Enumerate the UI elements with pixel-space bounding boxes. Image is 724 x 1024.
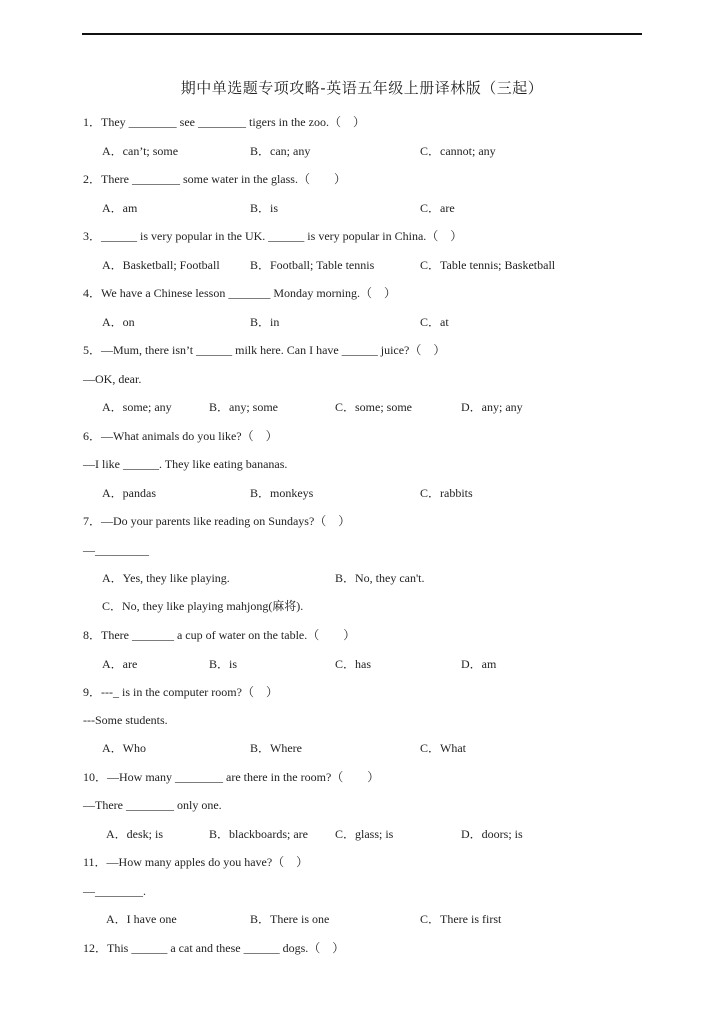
question-3-stem: 3．______ is very popular in the UK. ______ is very popular in China.（ ）: [83, 229, 463, 243]
question-5-option-b[interactable]: B．any; some: [209, 400, 278, 414]
question-5-option-a[interactable]: A．some; any: [102, 400, 172, 414]
question-4-option-a[interactable]: A．on: [102, 315, 135, 329]
question-9-option-b[interactable]: B．Where: [250, 741, 302, 755]
question-10-option-c[interactable]: C．glass; is: [335, 827, 394, 841]
question-5-stem: 5．—Mum, there isn’t ______ milk here. Can I have ______ juice?（ ）: [83, 343, 446, 357]
question-10-stem: 10．—How many ________ are there in the room?（ ）: [83, 770, 380, 784]
question-1-option-c[interactable]: C．cannot; any: [420, 144, 496, 158]
question-5-option-d[interactable]: D．any; any: [461, 400, 523, 414]
question-7-stem: 7．—Do your parents like reading on Sundays?（ ）: [83, 514, 351, 528]
question-7-option-a[interactable]: A．Yes, they like playing.: [102, 571, 230, 585]
question-3-option-b[interactable]: B．Football; Table tennis: [250, 258, 375, 272]
question-2-option-b[interactable]: B．is: [250, 201, 279, 215]
question-2-option-a[interactable]: A．am: [102, 201, 138, 215]
question-11-stem: 11．—How many apples do you have?（ ）: [83, 855, 309, 869]
question-2-stem: 2．There ________ some water in the glass.（ ）: [83, 172, 346, 186]
question-5-option-c[interactable]: C．some; some: [335, 400, 412, 414]
question-8-option-b[interactable]: B．is: [209, 657, 238, 671]
question-11-option-a[interactable]: A．I have one: [106, 912, 177, 926]
question-3-option-c[interactable]: C．Table tennis; Basketball: [420, 258, 556, 272]
question-9-reply: ---Some students.: [83, 713, 168, 727]
question-10-option-a[interactable]: A．desk; is: [106, 827, 164, 841]
question-9-stem: 9．---_ is in the computer room?（ ）: [83, 685, 278, 699]
question-3-option-a[interactable]: A．Basketball; Football: [102, 258, 220, 272]
question-4-option-c[interactable]: C．at: [420, 315, 449, 329]
question-1-option-a[interactable]: A．can’t; some: [102, 144, 179, 158]
question-6-option-c[interactable]: C．rabbits: [420, 486, 473, 500]
question-7-option-b[interactable]: B．No, they can't.: [335, 571, 425, 585]
question-1-option-b[interactable]: B．can; any: [250, 144, 311, 158]
question-6-reply: —I like ______. They like eating bananas.: [83, 457, 288, 471]
question-10-reply: —There ________ only one.: [83, 798, 222, 812]
question-11-reply: —________.: [83, 884, 146, 898]
question-8-option-a[interactable]: A．are: [102, 657, 138, 671]
question-6-option-a[interactable]: A．pandas: [102, 486, 156, 500]
question-8-stem: 8．There _______ a cup of water on the table.（ ）: [83, 628, 356, 642]
question-7-option-c[interactable]: C．No, they like playing mahjong(麻将).: [102, 599, 304, 613]
question-12-stem: 12．This ______ a cat and these ______ dogs.（ ）: [83, 941, 345, 955]
question-2-option-c[interactable]: C．are: [420, 201, 455, 215]
question-10-option-d[interactable]: D．doors; is: [461, 827, 523, 841]
header-rule: [82, 33, 642, 35]
question-4-option-b[interactable]: B．in: [250, 315, 280, 329]
question-10-option-b[interactable]: B．blackboards; are: [209, 827, 308, 841]
question-6-option-b[interactable]: B．monkeys: [250, 486, 314, 500]
question-4-stem: 4．We have a Chinese lesson _______ Monday morning.（ ）: [83, 286, 396, 300]
question-11-option-b[interactable]: B．There is one: [250, 912, 330, 926]
question-8-option-c[interactable]: C．has: [335, 657, 372, 671]
question-9-option-c[interactable]: C．What: [420, 741, 466, 755]
question-8-option-d[interactable]: D．am: [461, 657, 497, 671]
question-9-option-a[interactable]: A．Who: [102, 741, 146, 755]
question-6-stem: 6．—What animals do you like?（ ）: [83, 429, 278, 443]
question-1-stem: 1．They ________ see ________ tigers in the zoo.（ ）: [83, 115, 365, 129]
page-title: 期中单选题专项攻略-英语五年级上册译林版（三起）: [180, 79, 544, 97]
question-11-option-c[interactable]: C．There is first: [420, 912, 502, 926]
question-7-reply: —_________: [83, 543, 149, 557]
question-5-reply: —OK, dear.: [83, 372, 142, 386]
